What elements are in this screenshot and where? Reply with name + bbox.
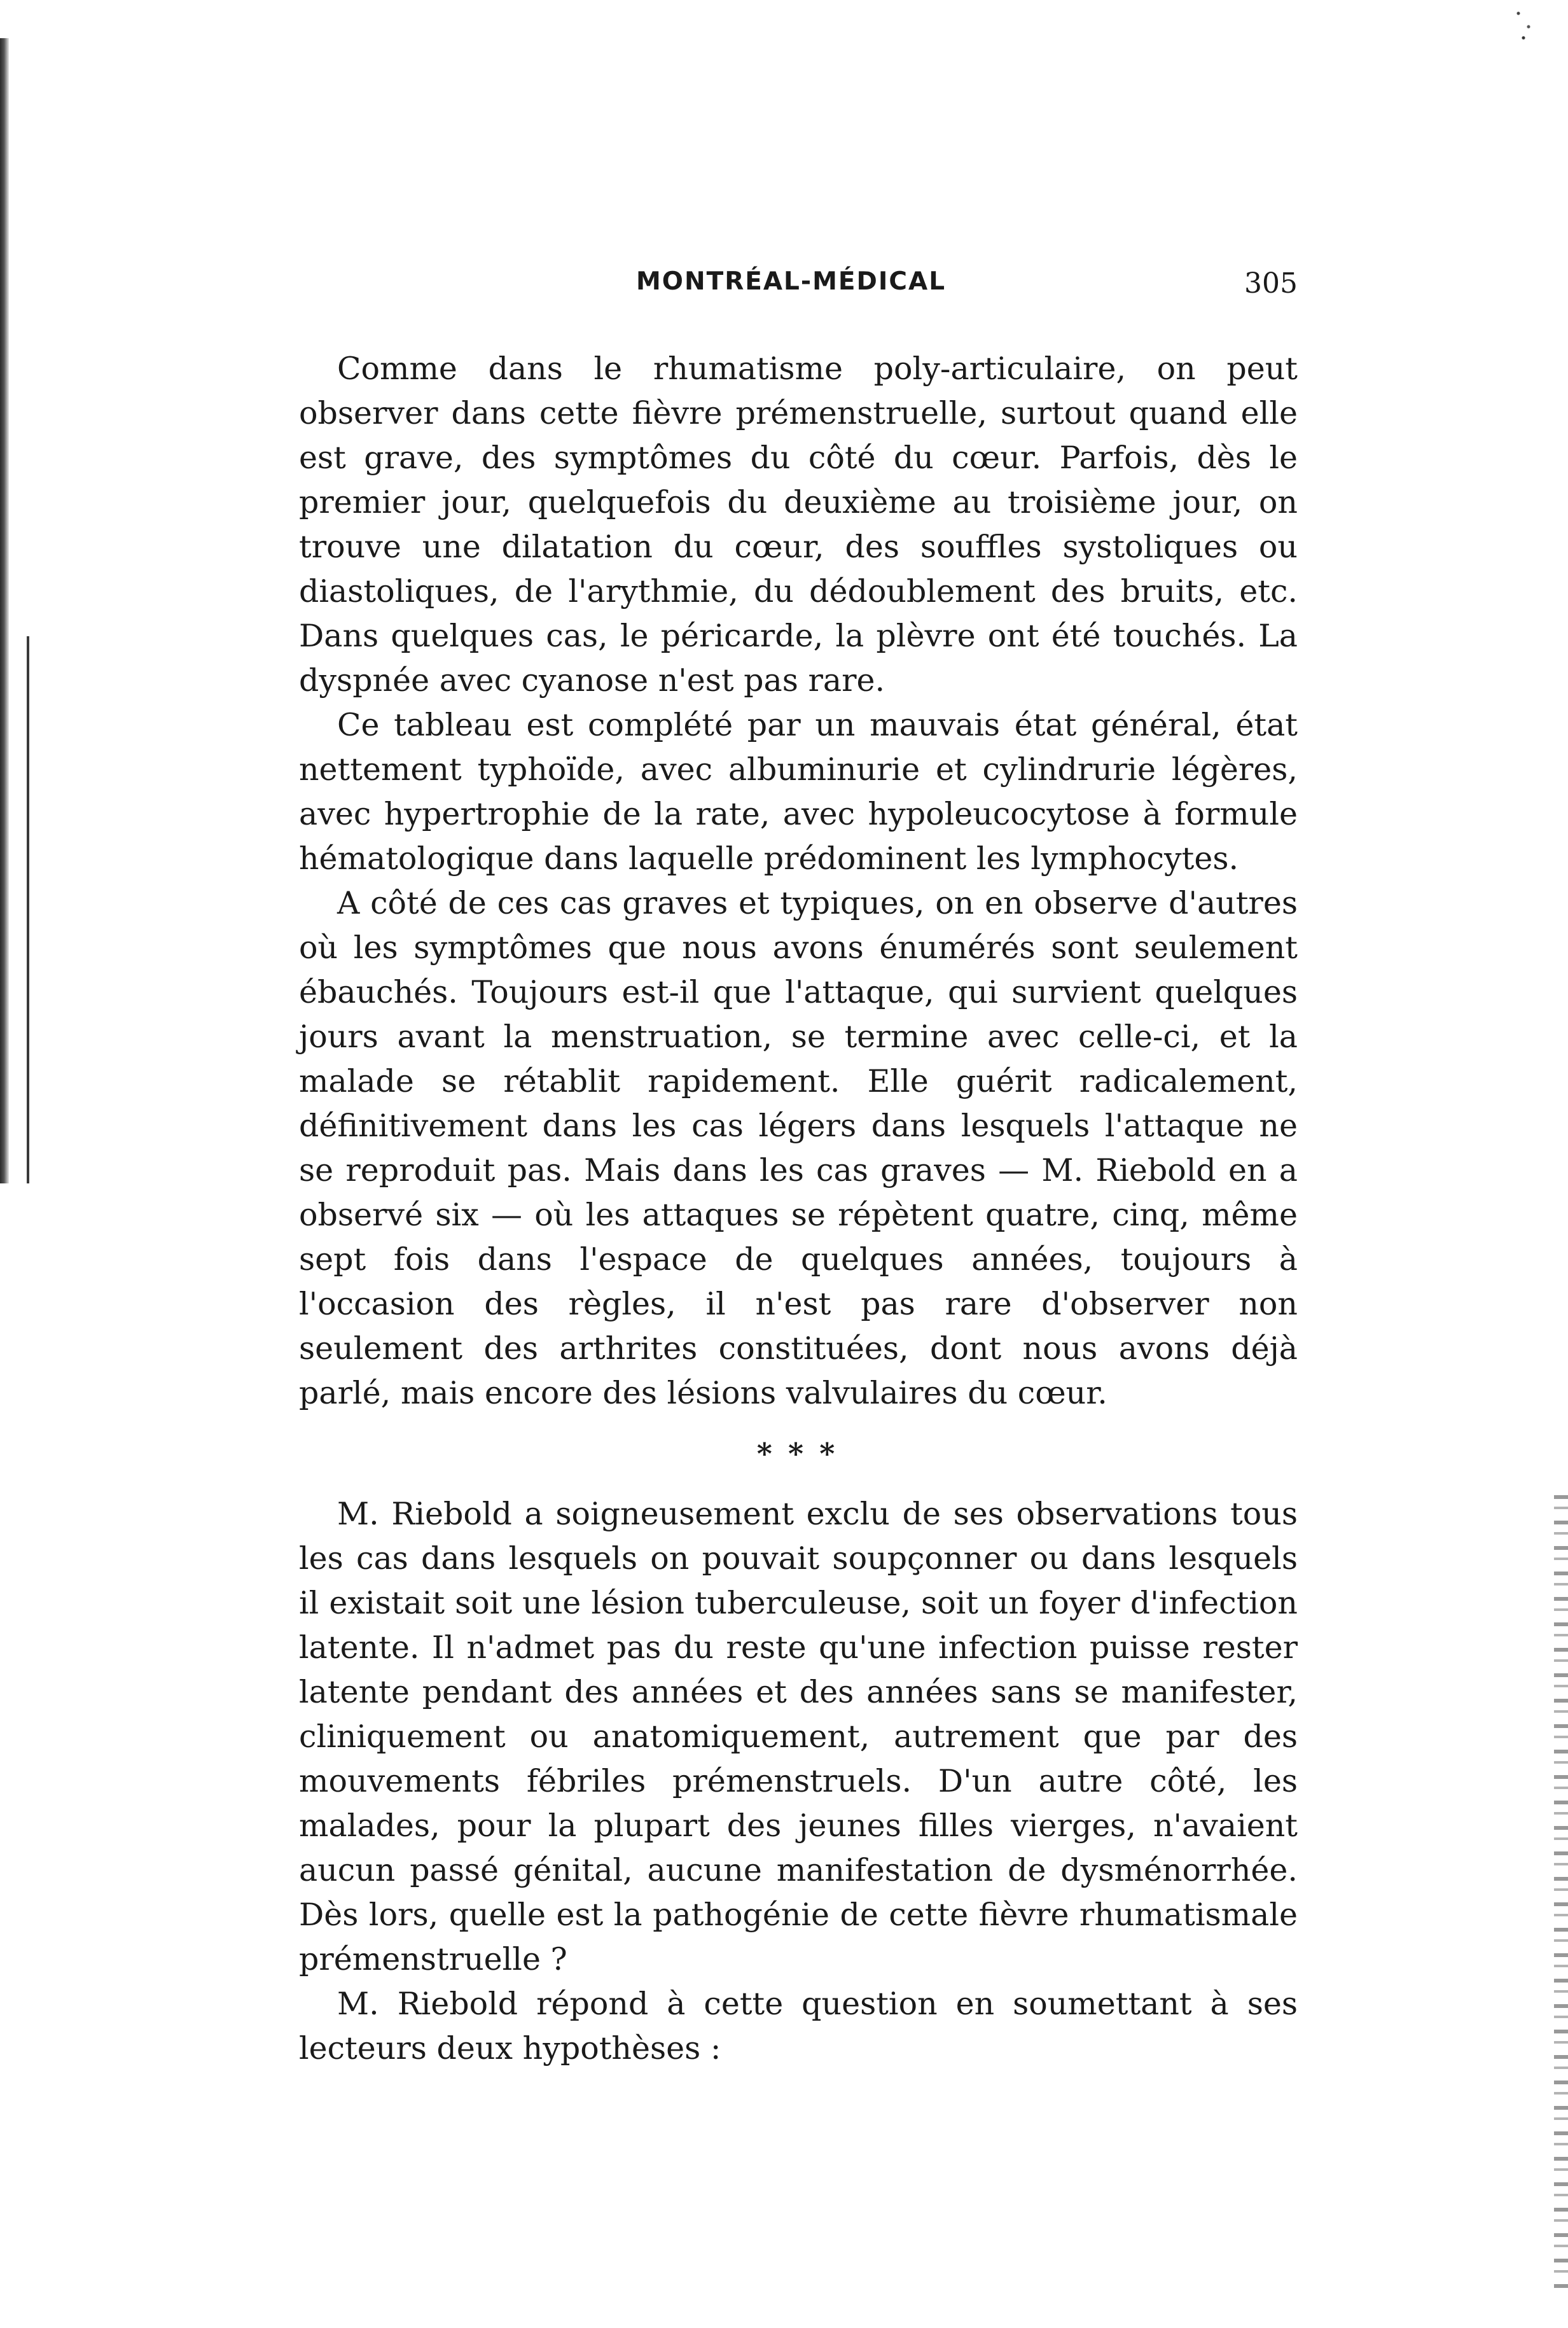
section-asterism: * * * [756,1437,840,1471]
paragraph-mild-cases: A côté de ces cas graves et typiques, on en observe d'autres où les symptômes que nous avons énumérés sont seulement ébauchés. Toujours est-il que l'attaque, qui survient quelques jours avant la menstruation, se termine avec celle-ci, et la malade se rétablit rapidement. Elle guérit radicalement, définitivement dans les cas légers dans lesquels l'attaque ne se reproduit pas. Mais dans les cas graves — M. Riebold en a observé six — où les attaques se répètent quatre, cinq, même sept fois dans l'espace de quelques années, toujours à l'occasion des règles, il n'est pas rare d'observer non seulement des arthrites constituées, dont nous avons déjà parlé, mais encore des lésions valvulaires du cœur. [299,885,1298,1411]
running-title: MONTRÉAL-MÉDICAL [636,267,947,296]
paragraph-hypotheses: M. Riebold répond à cette question en soumettant à ses lecteurs deux hypothèses : [299,1986,1298,2067]
scan-binding-edge [0,38,9,1183]
scan-right-edge [1554,1495,1568,2290]
page-number: 305 [1244,267,1298,300]
scan-corner-specks [1511,0,1536,45]
paragraph-cardiac-symptoms: Comme dans le rhumatisme poly-articulaire, on peut observer dans cette fièvre prémenstruelle, surtout quand elle est grave, des symptômes du côté du cœur. Parfois, dès le premier jour, quelquefois du deuxième au troisième jour, on trouve une dilatation du cœur, des souffles systoliques ou diastoliques, de l'arythmie, du dédoublement des bruits, etc. Dans quelques cas, le péricarde, la plèvre ont été touchés. La dyspnée avec cyanose n'est pas rare. [299,351,1298,699]
paragraph-pathogenesis: M. Riebold a soigneusement exclu de ses observations tous les cas dans lesquels on pouvait soupçonner ou dans lesquels il existait soit une lésion tuberculeuse, soit un foyer d'infection latente. Il n'admet pas du reste qu'une infection puisse rester latente pendant des années et des années sans se manifester, cliniquement ou anatomiquement, autrement que par des mouvements fébriles prémenstruels. D'un autre côté, les malades, pour la plupart des jeunes filles vierges, n'avaient aucun passé génital, aucune manifestation de dysménorrhée. Dès lors, quelle est la pathogénie de cette fièvre rhumatismale prémenstruelle ? [299,1496,1298,1977]
scan-margin-line [27,636,29,1183]
body-text [299,347,1298,2071]
running-head [299,267,1298,312]
paragraph-general-state: Ce tableau est complété par un mauvais état général, état nettement typhoïde, avec albuminurie et cylindrurie légères, avec hypertrophie de la rate, avec hypoleucocytose à formule hématologique dans laquelle prédominent les lymphocytes. [299,707,1298,877]
